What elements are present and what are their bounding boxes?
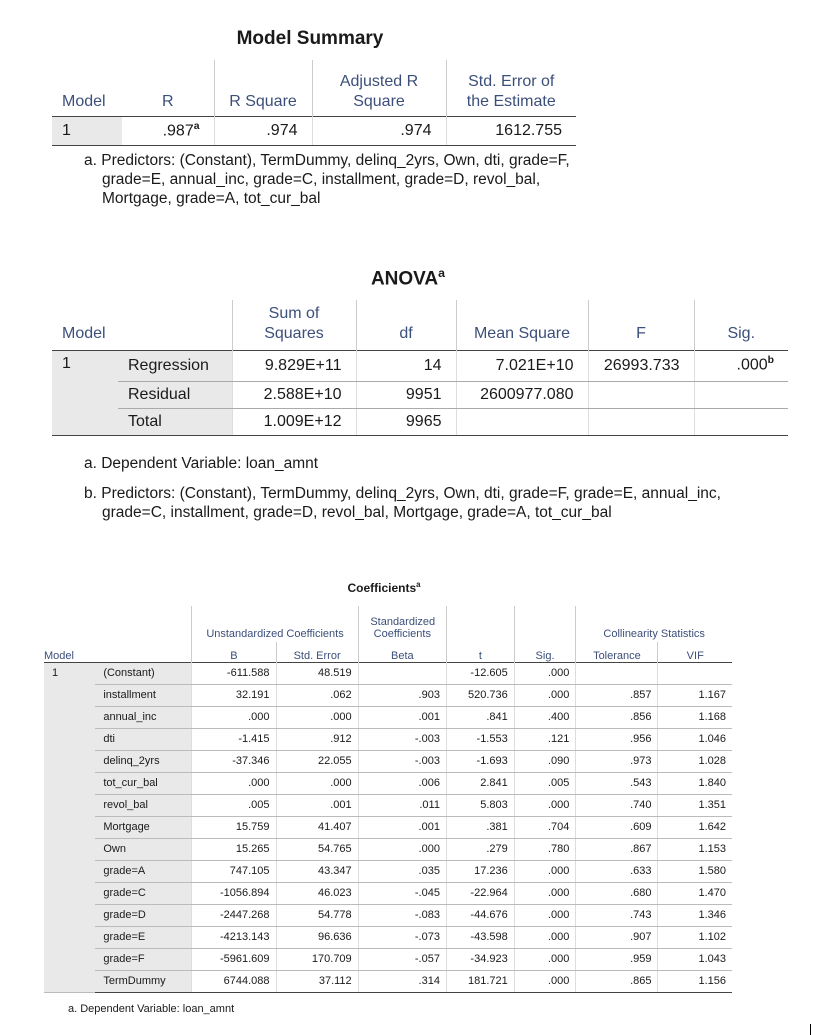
coef-cell-sig: .121 (514, 728, 576, 750)
coefficients-row (44, 684, 732, 706)
coef-cell-tol: .865 (576, 970, 658, 992)
coef-cell-se: .001 (276, 794, 358, 816)
coef-cell-sig: .704 (514, 816, 576, 838)
coefficients-row (44, 970, 732, 992)
coef-header-sig: Sig. (514, 642, 576, 662)
coef-cell-tol: .857 (576, 684, 658, 706)
coef-variable-label: (Constant) (95, 662, 192, 684)
cell-r-square: .974 (214, 116, 312, 145)
header-adjusted-r-square: Adjusted R Square (312, 60, 446, 116)
text-cursor (810, 1024, 811, 1035)
coef-cell-t: 5.803 (446, 794, 514, 816)
coef-cell-sig: .000 (514, 904, 576, 926)
anova-row-total (52, 408, 788, 435)
coef-cell-se: 22.055 (276, 750, 358, 772)
coef-cell-b: -1056.894 (192, 882, 276, 904)
coef-cell-vif (658, 662, 732, 684)
coefficients-footnote: a. Dependent Variable: loan_amnt (68, 1003, 235, 1015)
anova-title: ANOVA$^a$ (370, 266, 446, 290)
coefficients-row (44, 794, 732, 816)
coef-cell-b: .000 (192, 772, 276, 794)
anova-cell: 1.009E+12 (232, 408, 356, 435)
anova-table (52, 300, 788, 436)
anova-cell: 9.829E+11 (232, 350, 356, 381)
coefficients-title: Coefficients$^a$ (347, 580, 421, 595)
coef-cell-vif: 1.642 (658, 816, 732, 838)
coefficients-row (44, 860, 732, 882)
coef-cell-vif: 1.351 (658, 794, 732, 816)
coef-variable-label: revol_bal (95, 794, 192, 816)
coef-cell-vif: 1.156 (658, 970, 732, 992)
coef-variable-label: grade=C (95, 882, 192, 904)
coef-cell-vif: 1.167 (658, 684, 732, 706)
coef-cell-tol: .680 (576, 882, 658, 904)
coefficients-row (44, 706, 732, 728)
coef-cell-b: -1.415 (192, 728, 276, 750)
coef-variable-label: dti (95, 728, 192, 750)
coef-cell-se: 170.709 (276, 948, 358, 970)
coef-cell-se: 43.347 (276, 860, 358, 882)
cell-adjusted-r-square: .974 (312, 116, 446, 145)
coef-cell-b: .005 (192, 794, 276, 816)
header-std-error-estimate: Std. Error of the Estimate (446, 60, 576, 116)
coef-cell-beta: -.073 (358, 926, 446, 948)
coefficients-row (44, 662, 732, 684)
anova-header-f: F (588, 300, 694, 350)
coef-header-std-error: Std. Error (276, 642, 358, 662)
header-model: Model (62, 92, 106, 110)
coef-cell-vif: 1.840 (658, 772, 732, 794)
coef-cell-t: -22.964 (446, 882, 514, 904)
coef-cell-t: 181.721 (446, 970, 514, 992)
coefficients-row (44, 948, 732, 970)
coef-cell-beta: .001 (358, 816, 446, 838)
model-summary-row (52, 116, 576, 145)
coef-cell-t: -1.553 (446, 728, 514, 750)
anova-label: Residual (118, 381, 232, 408)
header-collinearity-statistics: Collinearity Statistics (576, 606, 732, 642)
coef-variable-label: annual_inc (95, 706, 192, 728)
coef-cell-tol: .743 (576, 904, 658, 926)
coef-cell-tol: .907 (576, 926, 658, 948)
coef-cell-vif: 1.102 (658, 926, 732, 948)
coef-cell-b: 15.759 (192, 816, 276, 838)
anova-cell: 26993.733 (588, 350, 694, 381)
coef-cell-tol: .740 (576, 794, 658, 816)
coef-cell-vif: 1.168 (658, 706, 732, 728)
coefficients-row (44, 926, 732, 948)
coef-cell-beta: .011 (358, 794, 446, 816)
coef-cell-b: -2447.268 (192, 904, 276, 926)
coef-cell-tol: .856 (576, 706, 658, 728)
coef-cell-b: -5961.609 (192, 948, 276, 970)
anova-label: Total (118, 408, 232, 435)
coef-cell-t: -44.676 (446, 904, 514, 926)
coef-variable-label: tot_cur_bal (95, 772, 192, 794)
coef-cell-t: 520.736 (446, 684, 514, 706)
coef-cell-se: .912 (276, 728, 358, 750)
header-r: R (161, 92, 174, 110)
coefficients-row (44, 816, 732, 838)
model-number: 1 (52, 116, 122, 145)
coef-cell-beta: -.045 (358, 882, 446, 904)
coef-header-tolerance: Tolerance (576, 642, 658, 662)
anova-footnote-a: a. Dependent Variable: loan_amnt (84, 455, 319, 472)
anova-cell: 14 (356, 350, 456, 381)
anova-header-model: Model (62, 324, 106, 342)
coef-cell-sig: .000 (514, 684, 576, 706)
coef-cell-b: 6744.088 (192, 970, 276, 992)
anova-footnote-b: b. Predictors: (Constant), TermDummy, delinq_2yrs, Own, dti, grade=F, grade=E, annual_inc, grade=C, installment, grade=D, revol_bal, Mortgage, grade=A, tot_cur_bal (84, 485, 721, 521)
coef-variable-label: grade=E (95, 926, 192, 948)
coef-cell-vif: 1.153 (658, 838, 732, 860)
anova-row-residual (52, 381, 788, 408)
anova-cell (694, 408, 788, 435)
anova-cell: 9951 (356, 381, 456, 408)
anova-header-sum-squares: Sum of Squares (232, 300, 356, 350)
coef-cell-beta (358, 662, 446, 684)
coef-cell-tol: .609 (576, 816, 658, 838)
coef-cell-se: .000 (276, 706, 358, 728)
anova-cell: 7.021E+10 (456, 350, 588, 381)
coefficients-row (44, 838, 732, 860)
coef-variable-label: installment (95, 684, 192, 706)
coef-cell-se: 54.765 (276, 838, 358, 860)
coefficients-row (44, 750, 732, 772)
coef-variable-label: Mortgage (95, 816, 192, 838)
coef-cell-sig: .000 (514, 970, 576, 992)
coef-cell-beta: .006 (358, 772, 446, 794)
header-unstandardized-coefficients: Unstandardized Coefficients (192, 606, 358, 642)
anova-row-regression (52, 350, 788, 381)
anova-header-mean-square: Mean Square (456, 300, 588, 350)
coef-model-number: 1 (44, 662, 95, 992)
anova-cell (456, 408, 588, 435)
coef-cell-b: .000 (192, 706, 276, 728)
coef-cell-se: 54.778 (276, 904, 358, 926)
coef-cell-sig: .000 (514, 662, 576, 684)
coef-cell-se: 41.407 (276, 816, 358, 838)
coefficients-table (44, 606, 732, 993)
coef-cell-beta: -.003 (358, 750, 446, 772)
coef-cell-tol: .633 (576, 860, 658, 882)
coef-cell-se: .062 (276, 684, 358, 706)
anova-model-number: 1 (52, 350, 118, 435)
coef-cell-b: 15.265 (192, 838, 276, 860)
coef-cell-se: 37.112 (276, 970, 358, 992)
coef-cell-tol: .956 (576, 728, 658, 750)
coefficients-row (44, 904, 732, 926)
coef-cell-se: 96.636 (276, 926, 358, 948)
anova-cell (588, 408, 694, 435)
coef-cell-vif: 1.470 (658, 882, 732, 904)
coef-cell-sig: .000 (514, 860, 576, 882)
coef-cell-t: -1.693 (446, 750, 514, 772)
coef-cell-vif: 1.580 (658, 860, 732, 882)
coef-cell-vif: 1.346 (658, 904, 732, 926)
anova-cell: 9965 (356, 408, 456, 435)
coef-cell-t: -12.605 (446, 662, 514, 684)
coef-cell-se: 46.023 (276, 882, 358, 904)
header-r-square: R Square (214, 60, 312, 116)
coef-variable-label: delinq_2yrs (95, 750, 192, 772)
coef-cell-sig: .780 (514, 838, 576, 860)
coef-variable-label: TermDummy (95, 970, 192, 992)
coef-cell-tol (576, 662, 658, 684)
coef-header-b: B (192, 642, 276, 662)
coef-variable-label: grade=D (95, 904, 192, 926)
coefficients-row (44, 728, 732, 750)
coef-cell-t: 2.841 (446, 772, 514, 794)
anova-label: Regression (118, 350, 232, 381)
coef-cell-tol: .973 (576, 750, 658, 772)
coef-cell-b: -4213.143 (192, 926, 276, 948)
coef-cell-se: .000 (276, 772, 358, 794)
anova-cell: 2.588E+10 (232, 381, 356, 408)
coef-cell-b: -37.346 (192, 750, 276, 772)
anova-cell: 2600977.080 (456, 381, 588, 408)
coef-header-t: t (446, 642, 514, 662)
coef-cell-b: 747.105 (192, 860, 276, 882)
cell-r: .987$^a$ (122, 116, 214, 145)
coef-header-model: Model (44, 649, 74, 662)
coef-cell-beta: .000 (358, 838, 446, 860)
coef-cell-sig: .000 (514, 926, 576, 948)
coef-cell-vif: 1.028 (658, 750, 732, 772)
coef-cell-t: -43.598 (446, 926, 514, 948)
coef-cell-beta: .035 (358, 860, 446, 882)
coef-cell-beta: .314 (358, 970, 446, 992)
coef-cell-sig: .000 (514, 794, 576, 816)
coef-cell-sig: .000 (514, 948, 576, 970)
coef-cell-t: .279 (446, 838, 514, 860)
coef-cell-tol: .543 (576, 772, 658, 794)
coef-cell-sig: .090 (514, 750, 576, 772)
coefficients-row (44, 772, 732, 794)
model-summary-title: Model Summary (236, 28, 384, 49)
header-standardized-coefficients: Standardized Coefficients (358, 606, 446, 642)
coef-cell-sig: .005 (514, 772, 576, 794)
coef-cell-beta: .903 (358, 684, 446, 706)
model-summary-table (52, 60, 576, 146)
coef-cell-tol: .867 (576, 838, 658, 860)
coef-cell-vif: 1.046 (658, 728, 732, 750)
coef-header-beta: Beta (358, 642, 446, 662)
coef-cell-b: -611.588 (192, 662, 276, 684)
anova-cell-sig: .000$^b$ (694, 350, 788, 381)
coef-cell-beta: .001 (358, 706, 446, 728)
coef-cell-se: 48.519 (276, 662, 358, 684)
anova-header-sig: Sig. (694, 300, 788, 350)
model-summary-footnote: a. Predictors: (Constant), TermDummy, delinq_2yrs, Own, dti, grade=F, grade=E, annual_inc, grade=C, installment, grade=D, revol_bal, Mortgage, grade=A, tot_cur_bal (84, 152, 570, 207)
coef-cell-tol: .959 (576, 948, 658, 970)
coef-cell-b: 32.191 (192, 684, 276, 706)
anova-cell (588, 381, 694, 408)
coef-cell-t: .841 (446, 706, 514, 728)
coef-header-vif: VIF (658, 642, 732, 662)
coefficients-body (44, 662, 732, 992)
coef-variable-label: grade=F (95, 948, 192, 970)
coef-cell-vif: 1.043 (658, 948, 732, 970)
coef-variable-label: Own (95, 838, 192, 860)
cell-std-error-estimate: 1612.755 (446, 116, 576, 145)
coef-cell-t: -34.923 (446, 948, 514, 970)
coef-cell-t: 17.236 (446, 860, 514, 882)
anova-header-df: df (356, 300, 456, 350)
coef-cell-t: .381 (446, 816, 514, 838)
coef-cell-sig: .400 (514, 706, 576, 728)
coef-cell-beta: -.003 (358, 728, 446, 750)
coef-cell-sig: .000 (514, 882, 576, 904)
coef-cell-beta: -.083 (358, 904, 446, 926)
anova-cell (694, 381, 788, 408)
coef-variable-label: grade=A (95, 860, 192, 882)
coef-cell-beta: -.057 (358, 948, 446, 970)
coefficients-row (44, 882, 732, 904)
